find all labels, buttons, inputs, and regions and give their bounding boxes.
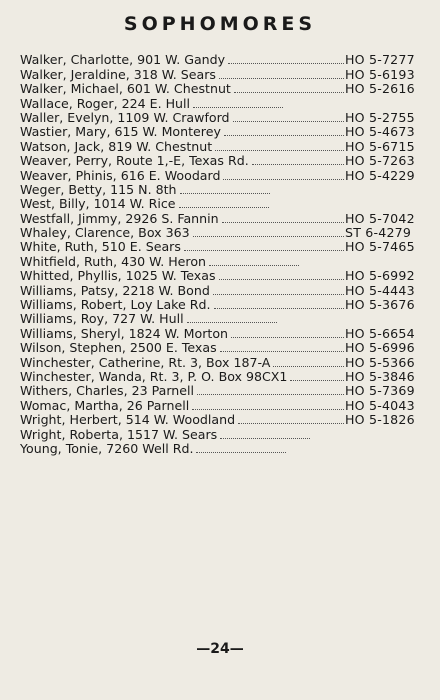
student-name-address: Williams, Robert, Loy Lake Rd. bbox=[20, 297, 211, 313]
student-name-address: Withers, Charles, 23 Parnell bbox=[20, 383, 195, 399]
dot-leader bbox=[223, 179, 344, 180]
list-item bbox=[20, 370, 425, 384]
dot-leader bbox=[184, 250, 344, 251]
dot-leader bbox=[214, 308, 344, 309]
phone-number: HO 5-6715 bbox=[345, 138, 415, 154]
student-name-address: Weaver, Phinis, 616 E. Woodard bbox=[20, 167, 221, 183]
dot-leader bbox=[213, 294, 344, 295]
phone-number: HO 5-1826 bbox=[345, 412, 415, 428]
dot-leader bbox=[215, 150, 344, 151]
student-name-address: Williams, Roy, 727 W. Hull bbox=[20, 311, 184, 327]
list-item bbox=[20, 53, 425, 67]
dot-leader bbox=[233, 121, 344, 122]
phone-number: HO 5-3846 bbox=[345, 368, 415, 384]
dot-leader bbox=[290, 380, 344, 381]
list-item bbox=[20, 240, 425, 254]
phone-number: HO 5-6996 bbox=[345, 340, 415, 356]
list-item bbox=[20, 183, 425, 197]
student-name-address: Whitted, Phyllis, 1025 W. Texas bbox=[20, 268, 216, 284]
student-name-address: Williams, Sheryl, 1824 W. Morton bbox=[20, 325, 229, 341]
list-item bbox=[20, 413, 425, 427]
phone-number: ST 6-4279 bbox=[345, 225, 412, 241]
dot-leader bbox=[219, 78, 344, 79]
dot-leader bbox=[273, 366, 344, 367]
dot-leader bbox=[224, 135, 344, 136]
list-item bbox=[20, 125, 425, 139]
phone-number: HO 5-2755 bbox=[345, 109, 415, 125]
phone-number: HO 5-2616 bbox=[345, 81, 415, 97]
student-name-address: Whitfield, Ruth, 430 W. Heron bbox=[20, 253, 207, 269]
dot-leader bbox=[197, 394, 344, 395]
student-name-address: Winchester, Wanda, Rt. 3, P. O. Box 98CX1 bbox=[20, 368, 288, 384]
phone-number: HO 5-4673 bbox=[345, 124, 415, 140]
dot-leader bbox=[180, 193, 270, 194]
dot-leader bbox=[234, 92, 344, 93]
student-name-address: Walker, Charlotte, 901 W. Gandy bbox=[20, 52, 226, 68]
list-item bbox=[20, 298, 425, 312]
dot-leader bbox=[219, 279, 344, 280]
list-item bbox=[20, 254, 425, 268]
student-name-address: Watson, Jack, 819 W. Chestnut bbox=[20, 138, 213, 154]
student-name-address: Wastier, Mary, 615 W. Monterey bbox=[20, 124, 221, 140]
list-item bbox=[20, 197, 425, 211]
phone-number: HO 5-7263 bbox=[345, 153, 415, 169]
student-name-address: Wallace, Roger, 224 E. Hull bbox=[20, 95, 191, 111]
list-item bbox=[20, 427, 425, 441]
dot-leader bbox=[187, 322, 277, 323]
list-item bbox=[20, 312, 425, 326]
dot-leader bbox=[220, 438, 310, 439]
list-item bbox=[20, 269, 425, 283]
list-item bbox=[20, 82, 425, 96]
list-item bbox=[20, 341, 425, 355]
dot-leader bbox=[193, 236, 344, 237]
phone-number: HO 5-7465 bbox=[345, 239, 415, 255]
student-name-address: White, Ruth, 510 E. Sears bbox=[20, 239, 181, 255]
student-name-address: Wilson, Stephen, 2500 E. Texas bbox=[20, 340, 217, 356]
dot-leader bbox=[196, 452, 286, 453]
phone-number: HO 5-4229 bbox=[345, 167, 415, 183]
phone-number: HO 5-6992 bbox=[345, 268, 415, 284]
phone-number: HO 5-7277 bbox=[345, 52, 415, 68]
dot-leader bbox=[209, 265, 299, 266]
student-name-address: Young, Tonie, 7260 Well Rd. bbox=[20, 440, 194, 456]
dot-leader bbox=[179, 207, 269, 208]
student-name-address: Waller, Evelyn, 1109 W. Crawford bbox=[20, 109, 230, 125]
list-item bbox=[20, 96, 425, 110]
student-name-address: Walker, Jeraldine, 318 W. Sears bbox=[20, 66, 216, 82]
dot-leader bbox=[222, 222, 344, 223]
dot-leader bbox=[231, 337, 344, 338]
phone-number: HO 5-4443 bbox=[345, 282, 415, 298]
student-name-address: Weger, Betty, 115 N. 8th bbox=[20, 181, 177, 197]
list-item bbox=[20, 226, 425, 240]
student-name-address: Whaley, Clarence, Box 363 bbox=[20, 225, 190, 241]
list-item bbox=[20, 355, 425, 369]
dot-leader bbox=[238, 423, 344, 424]
student-name-address: Williams, Patsy, 2218 W. Bond bbox=[20, 282, 210, 298]
phone-number: HO 5-4043 bbox=[345, 397, 415, 413]
phone-number: HO 5-7042 bbox=[345, 210, 415, 226]
list-item bbox=[20, 442, 425, 456]
student-name-address: Wright, Herbert, 514 W. Woodland bbox=[20, 412, 236, 428]
phone-number: HO 5-6654 bbox=[345, 325, 415, 341]
student-name-address: West, Billy, 1014 W. Rice bbox=[20, 196, 176, 212]
student-name-address: Weaver, Perry, Route 1,-E, Texas Rd. bbox=[20, 153, 249, 169]
list-item bbox=[20, 398, 425, 412]
phone-number: HO 5-5366 bbox=[345, 354, 415, 370]
phone-number: HO 5-6193 bbox=[345, 66, 415, 82]
dot-leader bbox=[252, 164, 344, 165]
student-name-address: Wright, Roberta, 1517 W. Sears bbox=[20, 426, 218, 442]
list-item bbox=[20, 67, 425, 81]
student-name-address: Walker, Michael, 601 W. Chestnut bbox=[20, 81, 231, 97]
page-number: —24— bbox=[196, 641, 244, 657]
dot-leader bbox=[220, 351, 344, 352]
list-item bbox=[20, 168, 425, 182]
list-item bbox=[20, 326, 425, 340]
student-name-address: Westfall, Jimmy, 2926 S. Fannin bbox=[20, 210, 219, 226]
dot-leader bbox=[228, 63, 344, 64]
list-item bbox=[20, 139, 425, 153]
list-item bbox=[20, 211, 425, 225]
list-item bbox=[20, 384, 425, 398]
list-item bbox=[20, 283, 425, 297]
student-list bbox=[20, 53, 425, 456]
student-name-address: Winchester, Catherine, Rt. 3, Box 187-A bbox=[20, 354, 271, 370]
page-heading: SOPHOMORES bbox=[123, 13, 317, 35]
list-item bbox=[20, 154, 425, 168]
list-item bbox=[20, 111, 425, 125]
dot-leader bbox=[193, 107, 283, 108]
phone-number: HO 5-7369 bbox=[345, 383, 415, 399]
student-name-address: Womac, Martha, 26 Parnell bbox=[20, 397, 190, 413]
phone-number: HO 5-3676 bbox=[345, 297, 415, 313]
dot-leader bbox=[192, 409, 344, 410]
